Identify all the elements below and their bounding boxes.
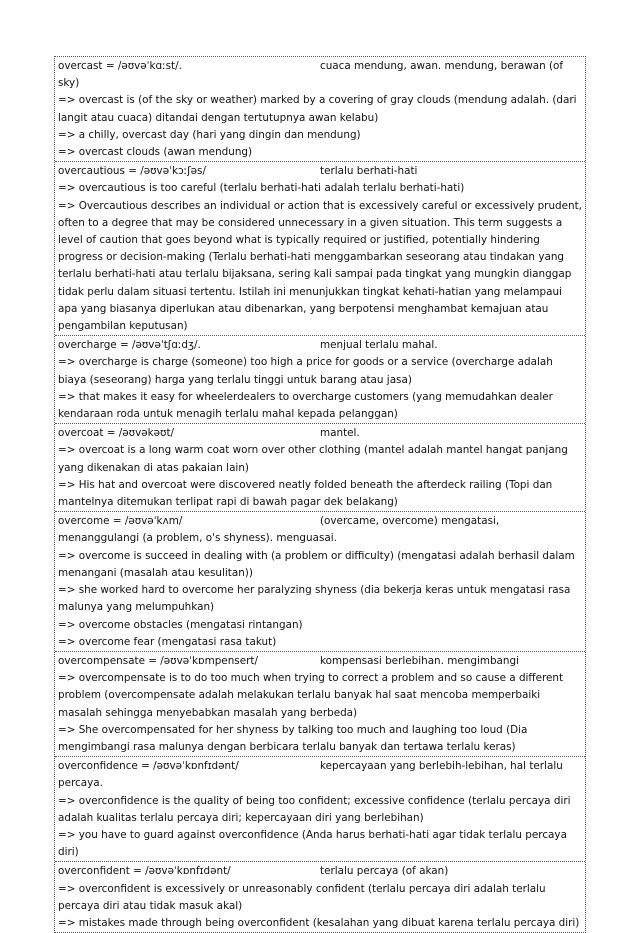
translation: menjual terlalu mahal. <box>320 339 438 352</box>
translation: terlalu berhati-hati <box>320 165 418 178</box>
headword: overcome = /əʊvəˈkʌm/ <box>58 515 183 528</box>
description-line: => Overcautious describes an individual or action that is excessively careful or excessively prudent, often to a degree that may be considered unnecessary in a given situation. This term suggests a level of caution that goes beyond what is typically required or justified, potentially hindering progress or decision-making (Terlalu berhati-hati menggambarkan seseorang atau tindakan yang terlalu berhati-hati atau terlalu bijaksana, sering kali sampai pada tingkat yang mungkin dianggap tidak perlu dalam situasi tertentu. Istilah ini menunjukkan tingkat kehati-hatian yang melampaui apa yang biasanya diperlukan atau dibenarkan, yang berpotensi menghambat kemajuan atau pengambilan keputusan) <box>58 199 582 333</box>
definition-line: => overcautious is too careful (terlalu berhati-hati adalah terlalu berhati-hati) <box>58 182 465 195</box>
definition-line: => overconfidence is the quality of being too confident; excessive confidence (terlalu percaya diri adalah kualitas terlalu percaya diri; kepercayaan diri yang berlebihan) <box>58 794 571 824</box>
example-line: => overcome obstacles (mengatasi rintangan) <box>58 618 303 631</box>
definition-line: => overcharge is charge (someone) too high a price for goods or a service (overcharge adalah biaya (seseorang) harga yang terlalu tinggi untuk barang atau jasa) <box>58 356 553 386</box>
example-line: => a chilly, overcast day (hari yang dingin dan mendung) <box>58 128 361 141</box>
definition-line: => overcoat is a long warm coat worn over other clothing (mantel adalah mantel hangat panjang yang dikenakan di atas pakaian lain) <box>58 444 568 474</box>
translation: cuaca mendung, awan. mendung, berawan (of sky) <box>58 60 564 90</box>
example-line: => that makes it easy for wheelerdealers to overcharge customers (yang memudahkan dealer kendaraan roda untuk menagih terlalu mahal kepada pelanggan) <box>58 390 553 421</box>
definition-line: => overcast is (of the sky or weather) marked by a covering of gray clouds (mendung adalah. (dari langit atau cuaca) ditandai dengan tertutupnya awan kelabu) <box>58 94 577 124</box>
dictionary-document <box>54 56 586 933</box>
entry-overcharge <box>55 335 585 423</box>
entry-overcome <box>55 511 585 651</box>
entry-overcast <box>55 57 585 161</box>
example-line: => mistakes made through being overconfident (kesalahan yang dibuat karena terlalu percaya diri) <box>58 916 580 929</box>
example-line: => she worked hard to overcome her paralyzing shyness (dia bekerja keras untuk mengatasi rasa malunya yang melumpuhkan) <box>58 584 571 614</box>
definition-line: => overcompensate is to do too much when trying to correct a problem and so cause a different problem (overcompensate adalah melakukan terlalu banyak hal saat mencoba memperbaiki masalah sehingga menyebabkan masalah yang berbeda) <box>58 672 564 719</box>
entry-overcoat <box>55 423 585 511</box>
example-line: => overcast clouds (awan mendung) <box>58 146 253 159</box>
example-line: => overcome fear (mengatasi rasa takut) <box>58 635 277 648</box>
definition-line: => overconfident is excessively or unreasonably confident (terlalu percaya diri adalah terlalu percaya diri atau tidak masuk akal) <box>58 882 546 912</box>
entry-overconfident <box>55 861 585 932</box>
translation: kepercayaan yang berlebih-lebihan, hal terlalu percaya. <box>58 760 563 790</box>
definition-line: => overcome is succeed in dealing with (a problem or difficulty) (mengatasi adalah berhasil dalam menangani (masalah atau kesulitan)) <box>58 549 575 579</box>
headword: overconfident = /əʊvəˈkɒnfɪdənt/ <box>58 865 231 878</box>
example-line: => She overcompensated for her shyness by talking too much and laughing too loud (Dia mengimbangi rasa malunya dengan berbicara terlalu banyak dan tertawa terlalu keras) <box>58 723 528 753</box>
headword: overcast = /əʊvəˈkɑːst/. <box>58 60 182 72</box>
headword: overconfidence = /əʊvəˈkɒnfɪdənt/ <box>58 760 239 773</box>
example-line: => you have to guard against overconfidence (Anda harus berhati-hati agar tidak terlalu percaya diri) <box>58 828 567 859</box>
headword: overcautious = /əʊvəˈkɔːʃəs/ <box>58 165 206 178</box>
entry-overconfidence <box>55 756 585 861</box>
example-line: => His hat and overcoat were discovered neatly folded beneath the afterdeck railing (Topi dan mantelnya ditemukan terlipat rapi di bawah pagar dek belakang) <box>58 478 553 509</box>
headword: overcharge = /əʊvəˈtʃɑːdʒ/. <box>58 339 201 352</box>
translation: (overcame, overcome) mengatasi, menanggulangi (a problem, o's shyness). menguasai. <box>58 515 500 545</box>
translation: terlalu percaya (of akan) <box>320 865 449 878</box>
headword: overcompensate = /əʊvəˈkɒmpensert/ <box>58 654 258 667</box>
entry-overcautious <box>55 161 585 335</box>
translation: kompensasi berlebihan. mengimbangi <box>320 654 519 667</box>
headword: overcoat = /əʊvəkəʊt/ <box>58 427 175 440</box>
entry-overcompensate <box>55 651 585 756</box>
translation: mantel. <box>320 427 360 440</box>
